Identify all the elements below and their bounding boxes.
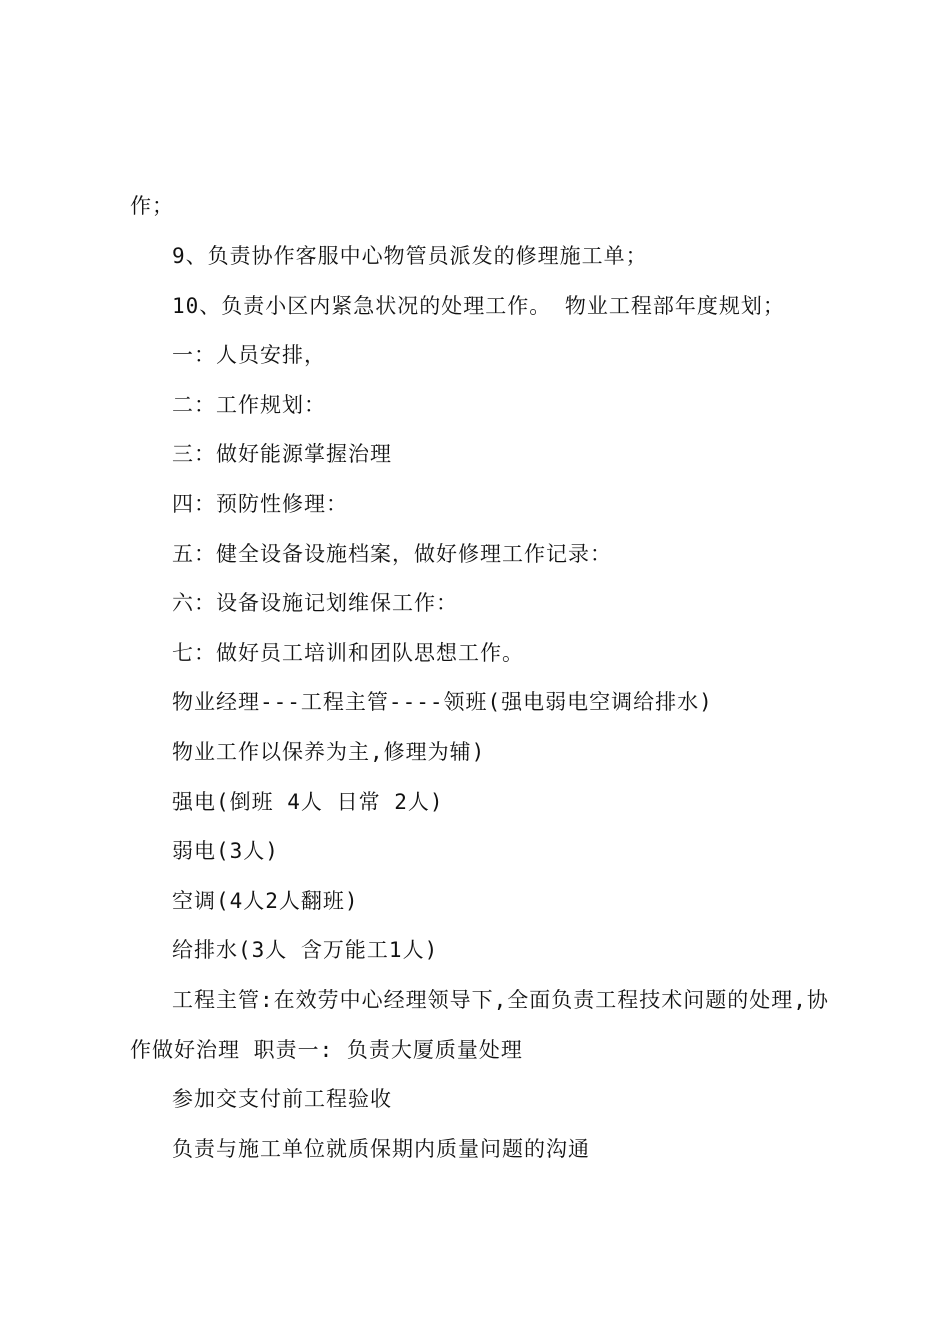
text-line: 四：预防性修理： [172, 492, 348, 516]
text-line: 物业经理---工程主管----领班(强电弱电空调给排水) [172, 690, 713, 714]
text-line: 参加交支付前工程验收 [172, 1087, 392, 1111]
text-line: 给排水(3人 含万能工1人) [172, 938, 439, 962]
text-line: 五：健全设备设施档案，做好修理工作记录： [172, 542, 612, 566]
text-line: 物业工作以保养为主,修理为辅) [172, 740, 486, 764]
text-line: 一：人员安排， [172, 343, 326, 367]
text-line: 空调(4人2人翻班) [172, 889, 359, 913]
text-line: 七：做好员工培训和团队思想工作。 [172, 641, 524, 665]
text-line: 负责与施工单位就质保期内质量问题的沟通 [172, 1137, 590, 1161]
text-line: 二：工作规划： [172, 393, 326, 417]
text-line: 弱电(3人) [172, 839, 279, 863]
text-line: 强电(倒班 4人 日常 2人) [172, 790, 444, 814]
text-line: 六：设备设施记划维保工作： [172, 591, 458, 615]
text-line: 作做好治理 职责一: 负责大厦质量处理 [130, 1038, 523, 1062]
text-line: 三：做好能源掌握治理 [172, 442, 392, 466]
text-line: 9、负责协作客服中心物管员派发的修理施工单； [172, 244, 648, 268]
text-line: 作； [130, 194, 174, 218]
text-line: 10、负责小区内紧急状况的处理工作。 物业工程部年度规划； [172, 294, 785, 318]
text-line: 工程主管:在效劳中心经理领导下,全面负责工程技术问题的处理,协 [172, 988, 829, 1012]
